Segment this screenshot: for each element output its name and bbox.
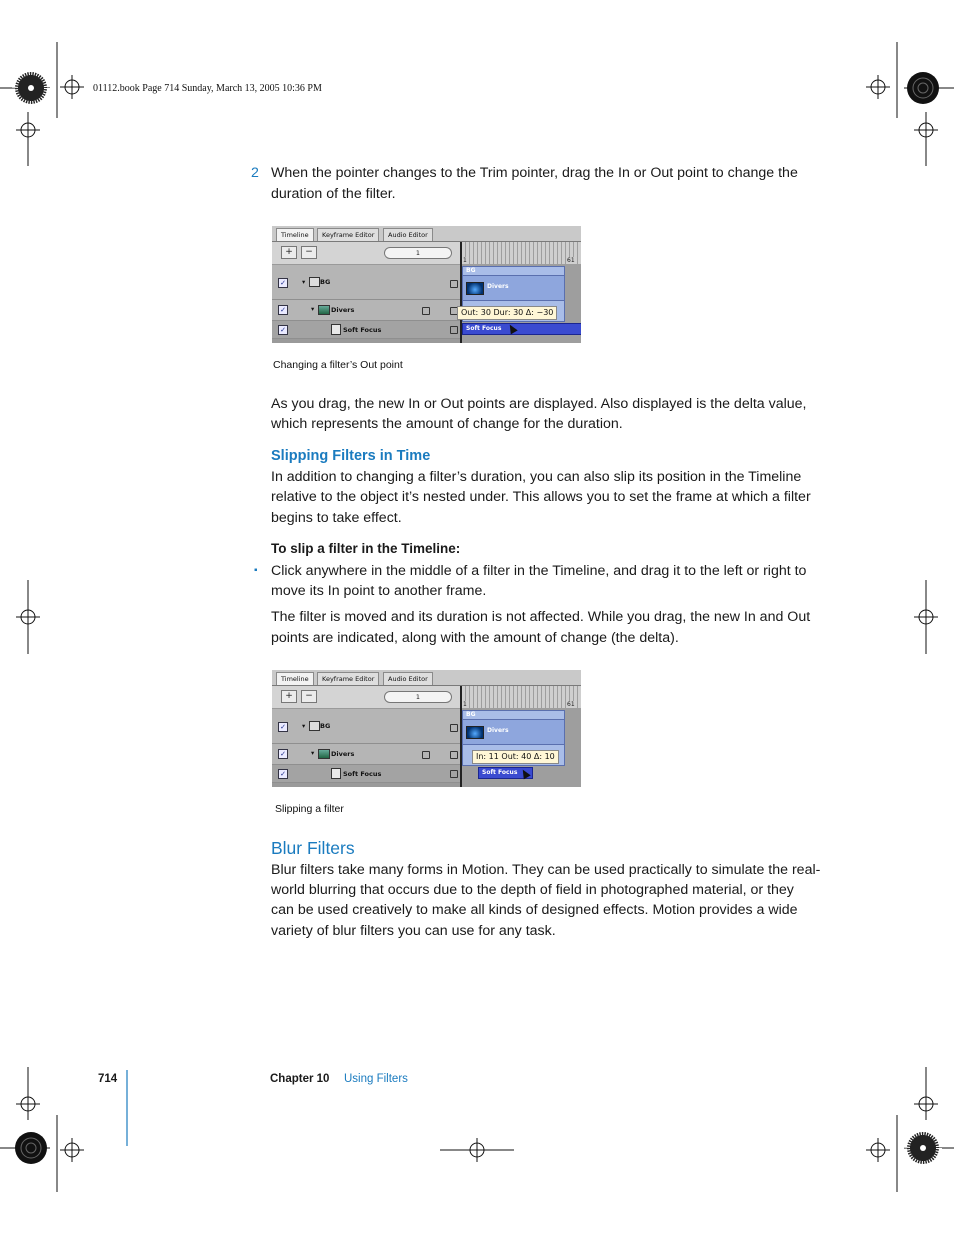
tab-timeline[interactable]: Timeline: [276, 672, 314, 685]
checkbox[interactable]: ✓: [278, 305, 288, 315]
layer-row[interactable]: [272, 744, 460, 765]
tab-audio-editor[interactable]: Audio Editor: [383, 672, 433, 685]
time-ruler[interactable]: [462, 686, 581, 708]
checkbox[interactable]: ✓: [278, 278, 288, 288]
body-text-line: points are indicated, along with the amount of change (the delta).: [271, 630, 679, 646]
timeline-screenshot: [272, 226, 581, 343]
timeline-toolbar: [272, 686, 460, 709]
layer-name: Divers: [331, 750, 355, 758]
add-button[interactable]: +: [281, 246, 297, 259]
slip-tooltip: In: 11 Out: 40 Δ: 10: [472, 750, 559, 764]
step-text-line: When the pointer changes to the Trim pointer, drag the In or Out point to change the: [271, 165, 798, 181]
lock-icon[interactable]: [450, 326, 458, 334]
layer-name: BG: [320, 722, 331, 730]
checkbox[interactable]: ✓: [278, 769, 288, 779]
bullet-text-line: move its In point to another frame.: [271, 583, 487, 599]
filter-name: Soft Focus: [343, 326, 382, 334]
body-text-line: The filter is moved and its duration is not affected. While you drag, the new In and Out: [271, 609, 811, 625]
figure-caption: Slipping a filter: [275, 803, 344, 815]
disclosure-triangle-icon[interactable]: ▾: [311, 749, 315, 757]
body-text-line: world blurring that occurs due to the depth of field in photographed material, or they: [271, 882, 794, 898]
thumbnail-image: [466, 282, 484, 295]
lock-icon[interactable]: [450, 724, 458, 732]
layer-icon: [309, 721, 320, 731]
filter-icon: [331, 324, 341, 335]
group-icon: [422, 307, 430, 315]
body-text-line: relative to the object it’s nested under. This allows you to set the frame at which a filter: [271, 489, 811, 505]
body-text-line: Blur filters take many forms in Motion. They can be used practically to simulate the real-: [271, 862, 821, 878]
filter-name: Soft Focus: [343, 770, 382, 778]
divers-layer-bar[interactable]: [462, 719, 565, 745]
bullet-icon: ▪: [254, 565, 258, 576]
tab-bar: [272, 226, 581, 242]
layer-name: BG: [320, 278, 331, 286]
chapter-title: Using Filters: [344, 1073, 408, 1085]
body-text-line: begins to take effect.: [271, 510, 402, 526]
checkbox[interactable]: ✓: [278, 749, 288, 759]
disclosure-triangle-icon[interactable]: ▾: [311, 305, 315, 313]
bar-label: Divers: [487, 283, 509, 290]
frame-field[interactable]: 1: [384, 247, 452, 259]
lock-icon[interactable]: [450, 751, 458, 759]
lock-icon[interactable]: [450, 770, 458, 778]
body-text-line: As you drag, the new In or Out points are displayed. Also displayed is the delta value,: [271, 396, 807, 412]
layer-row[interactable]: [272, 265, 460, 300]
layer-name: Divers: [331, 306, 355, 314]
tab-keyframe-editor[interactable]: Keyframe Editor: [317, 228, 379, 241]
disclosure-triangle-icon[interactable]: ▾: [302, 722, 306, 730]
timeline-screenshot: [272, 670, 581, 787]
figure-caption: Changing a filter’s Out point: [273, 359, 403, 371]
soft-focus-filter-bar[interactable]: Soft Focus: [462, 323, 581, 335]
bar-label: BG: [466, 267, 476, 274]
image-icon: [318, 749, 330, 759]
disclosure-triangle-icon[interactable]: ▾: [302, 278, 306, 286]
book-header-mark: 01112.book Page 714 Sunday, March 13, 2005 10:36 PM: [93, 83, 322, 94]
ruler-start-label: 1: [463, 701, 467, 708]
step-number: 2: [251, 165, 259, 181]
body-text-line: In addition to changing a filter’s duration, you can also slip its position in the Timeline: [271, 469, 802, 485]
layer-icon: [309, 277, 320, 287]
bar-label: BG: [466, 711, 476, 718]
checkbox[interactable]: ✓: [278, 325, 288, 335]
timeline-track-area[interactable]: [462, 242, 581, 343]
remove-button[interactable]: −: [301, 246, 317, 259]
divers-layer-bar[interactable]: [462, 275, 565, 301]
bar-label: Divers: [487, 727, 509, 734]
ruler-end-label: 61: [567, 257, 575, 264]
filter-icon: [331, 768, 341, 779]
layer-row[interactable]: [272, 709, 460, 744]
step-text-line: duration of the filter.: [271, 186, 396, 202]
ruler-end-label: 61: [567, 701, 575, 708]
checkbox[interactable]: ✓: [278, 722, 288, 732]
chapter-label: Chapter 10: [270, 1073, 330, 1085]
section-heading: Blur Filters: [271, 838, 355, 858]
filter-row[interactable]: [272, 765, 460, 783]
time-ruler[interactable]: [462, 242, 581, 264]
thumbnail-image: [466, 726, 484, 739]
add-button[interactable]: +: [281, 690, 297, 703]
layer-row[interactable]: [272, 300, 460, 321]
tab-keyframe-editor[interactable]: Keyframe Editor: [317, 672, 379, 685]
timeline-toolbar: [272, 242, 460, 265]
tab-bar: [272, 670, 581, 686]
image-icon: [318, 305, 330, 315]
trim-tooltip: Out: 30 Dur: 30 Δ: −30: [457, 306, 557, 320]
soft-focus-filter-bar[interactable]: Soft Focus: [478, 767, 533, 779]
group-icon: [422, 751, 430, 759]
lock-icon[interactable]: [450, 280, 458, 288]
section-heading: Slipping Filters in Time: [271, 448, 431, 464]
bullet-text-line: Click anywhere in the middle of a filter in the Timeline, and drag it to the left or right to: [271, 563, 807, 579]
body-text-line: variety of blur filters you can use for any task.: [271, 923, 556, 939]
page-number: 714: [98, 1073, 118, 1085]
filter-row[interactable]: [272, 321, 460, 339]
tab-audio-editor[interactable]: Audio Editor: [383, 228, 433, 241]
frame-field[interactable]: 1: [384, 691, 452, 703]
body-text-line: can be used creatively to make all kinds of designed effects. Motion provides a wide: [271, 902, 798, 918]
ruler-start-label: 1: [463, 257, 467, 264]
remove-button[interactable]: −: [301, 690, 317, 703]
procedure-title: To slip a filter in the Timeline:: [271, 541, 461, 556]
body-text-line: which represents the amount of change for the duration.: [271, 416, 623, 432]
tab-timeline[interactable]: Timeline: [276, 228, 314, 241]
